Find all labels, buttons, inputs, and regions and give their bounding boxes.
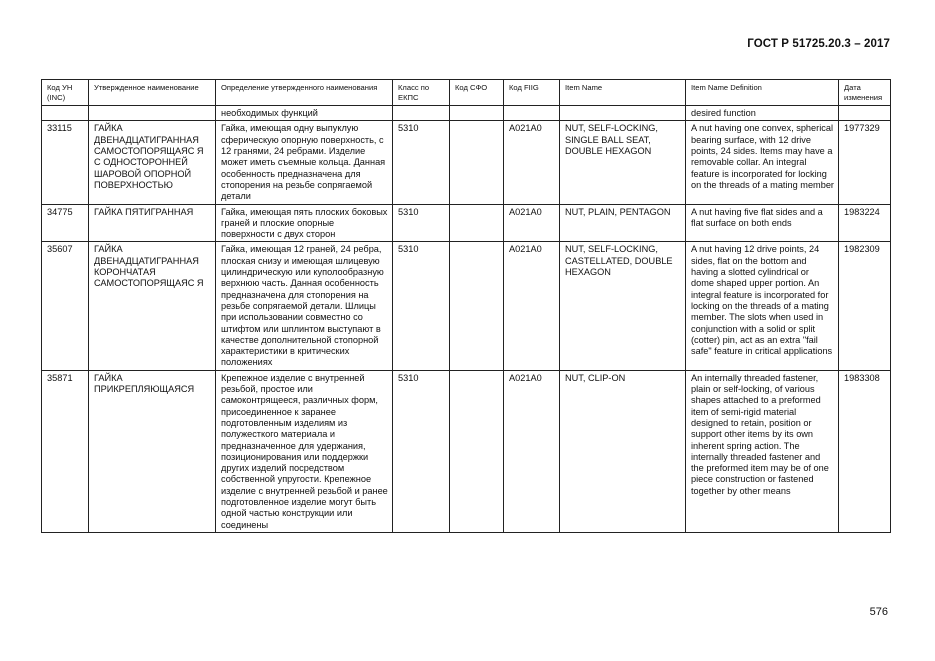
cell-date: 1977329 [839,121,891,204]
cell-ekps: 5310 [393,204,450,242]
cell-fiig: A021A0 [504,370,560,532]
cell-name-ru: ГАЙКА ДВЕНАДЦАТИГРАННАЯ КОРОНЧАТАЯ САМОСТОПОРЯЩАЯС Я [89,242,216,370]
column-header-approved-name: Утвержденное наименование [89,80,216,106]
cell-inc: 35607 [42,242,89,370]
cell-sfo [450,370,504,532]
cell-name-ru: ГАЙКА ПРИКРЕПЛЯЮЩАЯСЯ [89,370,216,532]
cell-ekps: 5310 [393,121,450,204]
cell-inc: 34775 [42,204,89,242]
cell-ekps: 5310 [393,370,450,532]
cell-definition-en: A nut having five flat sides and a flat surface on both ends [686,204,839,242]
column-header-change-date: Дата изменения [839,80,891,106]
document-title: ГОСТ Р 51725.20.3 – 2017 [747,38,890,50]
cell-definition-en: A nut having one convex, spherical bearing surface, with 12 drive points, 24 sides. Items may have a removable collar. An integral feature is incorporated for locking on the threads of a mating member [686,121,839,204]
cell-item-name: NUT, SELF-LOCKING, CASTELLATED, DOUBLE HEXAGON [560,242,686,370]
cell-date: 1983308 [839,370,891,532]
cell-definition-ru: Гайка, имеющая пять плоских боковых граней и плоские опорные поверхности с двух сторон [216,204,393,242]
cell-name-ru: ГАЙКА ДВЕНАДЦАТИГРАННАЯ САМОСТОПОРЯЩАЯС Я С ОДНОСТОРОННЕЙ ШАРОВОЙ ОПОРНОЙ ПОВЕРХНОСТЬЮ [89,121,216,204]
cell-item-name: NUT, SELF-LOCKING, SINGLE BALL SEAT, DOUBLE HEXAGON [560,121,686,204]
cell-definition-ru: Гайка, имеющая одну выпуклую сферическую опорную поверхность, с 12 гранями, 24 ребрами. Изделие может иметь съемные кольца. Данная особенность предназначена для стопорения на резьбе сопрягаемой детали [216,121,393,204]
table-row [42,121,891,204]
column-header-definition-ru: Определение утвержденного наименования [216,80,393,106]
cell-definition-en: An internally threaded fastener, plain or self-locking, of various shapes attached to a preformed item of semi-rigid material designed to retain, position or support other items by its own inherent spring action. The internally threaded fastener and the preformed item may be of one piece construction or fastened together by other means [686,370,839,532]
continuation-definition-ru: необходимых функций [216,106,393,121]
cell-sfo [450,204,504,242]
table-row-continuation [42,106,891,121]
column-header-item-name-definition: Item Name Definition [686,80,839,106]
cell-sfo [450,242,504,370]
cell-date: 1982309 [839,242,891,370]
cell-definition-ru: Гайка, имеющая 12 граней, 24 ребра, плоская снизу и имеющая шлицевую цилиндрическую или куполообразную верхнюю часть. Данная особенность предназначена для стопорения на резьбе сопрягаемой детали. Шлицы при использовании совместно со штифтом или шплинтом выступают в качестве дополнительной стопорной характеристики в критических положениях [216,242,393,370]
cell-ekps: 5310 [393,242,450,370]
cell-item-name: NUT, CLIP-ON [560,370,686,532]
table-row [42,242,891,370]
cell-fiig: A021A0 [504,121,560,204]
column-header-item-name: Item Name [560,80,686,106]
cell-inc: 35871 [42,370,89,532]
cell-item-name: NUT, PLAIN, PENTAGON [560,204,686,242]
cell-definition-en: A nut having 12 drive points, 24 sides, flat on the bottom and having a slotted cylindrical or dome shaped upper portion. An integral feature is incorporated for locking on the threads of a mating member. The slots when used in conjunction with a solid or split (cotter) pin, act as an extra "fail safe" feature in critical applications [686,242,839,370]
table-row [42,370,891,532]
column-header-sfo-code: Код СФО [450,80,504,106]
page-number: 576 [869,606,888,618]
cell-inc: 33115 [42,121,89,204]
cell-fiig: A021A0 [504,242,560,370]
cell-definition-ru: Крепежное изделие с внутренней резьбой, простое или самоконтрящееся, различных форм, присоединенное к заранее подготовленным изделиям из полужесткого материала и предназначенное для удержания, позиционирования или поддержки других изделий посредством собственной упругости. Крепежное изделие с внутренней резьбой и ранее подготовленное изделие могут быть одной частью конструкции или соединены [216,370,393,532]
column-header-fiig-code: Код FIIG [504,80,560,106]
nomenclature-table [41,79,891,533]
table-row [42,204,891,242]
cell-fiig: A021A0 [504,204,560,242]
cell-sfo [450,121,504,204]
continuation-definition-en: desired function [686,106,839,121]
column-header-ekps-class: Класс по ЕКПС [393,80,450,106]
cell-date: 1983224 [839,204,891,242]
column-header-inc: Код УН (INC) [42,80,89,106]
table-header-row [42,80,891,106]
cell-name-ru: ГАЙКА ПЯТИГРАННАЯ [89,204,216,242]
